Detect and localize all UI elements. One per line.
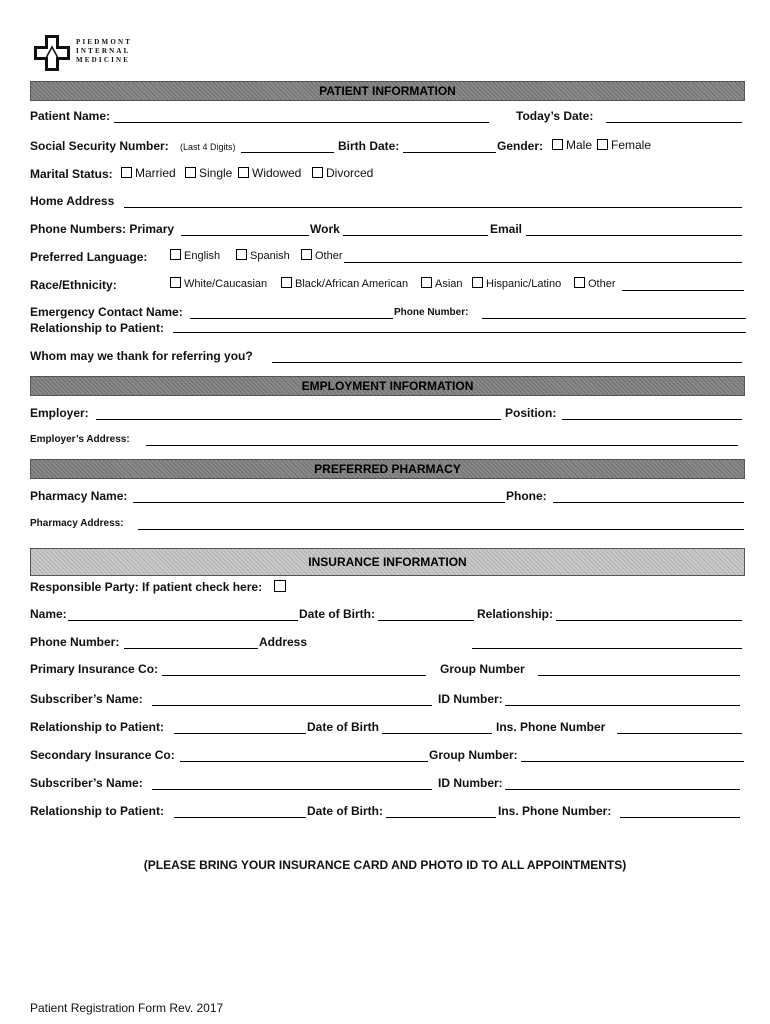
ins-phone-number-field[interactable] (617, 733, 742, 734)
race-other-field[interactable] (622, 290, 744, 291)
pharmacy-phone-label: Phone: (506, 489, 547, 503)
checkbox[interactable] (238, 167, 249, 178)
race-white-option[interactable]: White/Caucasian (170, 277, 267, 290)
gender-label: Gender: (497, 139, 544, 153)
rel-to-patient-label: Relationship to Patient: (30, 720, 165, 734)
checkbox[interactable] (552, 139, 563, 150)
ins-dob3-label: Date of Birth: (307, 804, 383, 818)
ins-phone-number2-field[interactable] (620, 817, 740, 818)
id-number-label: ID Number: (438, 692, 503, 706)
race-ethnicity-label: Race/Ethnicity: (30, 278, 117, 292)
ins-address-field[interactable] (472, 648, 742, 649)
responsible-party-label: Responsible Party: If patient check here: (30, 580, 263, 594)
pharmacy-address-field[interactable] (138, 529, 744, 530)
birth-date-field[interactable] (403, 152, 496, 153)
birth-date-label: Birth Date: (338, 139, 400, 153)
language-english-option[interactable]: English (170, 249, 220, 262)
ins-relationship-field[interactable] (556, 620, 742, 621)
email-label: Email (490, 222, 523, 236)
id-number2-field[interactable] (505, 789, 740, 790)
relationship-field[interactable] (173, 332, 746, 333)
language-other-option[interactable]: Other (301, 249, 343, 262)
checkbox[interactable] (472, 277, 483, 288)
pharmacy-phone-field[interactable] (553, 502, 744, 503)
pharmacy-address-label: Pharmacy Address: (30, 518, 124, 529)
marital-married-option[interactable]: Married (121, 166, 176, 180)
primary-insurance-field[interactable] (162, 675, 426, 676)
checkbox[interactable] (185, 167, 196, 178)
checkbox[interactable] (170, 249, 181, 260)
gender-female-option[interactable]: Female (597, 138, 651, 152)
section-header-employment: EMPLOYMENT INFORMATION (30, 376, 745, 396)
logo-text: PIEDMONT INTERNAL MEDICINE (76, 38, 133, 64)
checkbox[interactable] (421, 277, 432, 288)
ins-name-field[interactable] (68, 620, 298, 621)
ssn-field[interactable] (241, 152, 334, 153)
subscriber-name-label: Subscriber’s Name: (30, 692, 143, 706)
ins-phone-number2-label: Ins. Phone Number: (498, 804, 612, 818)
marital-divorced-option[interactable]: Divorced (312, 166, 373, 180)
race-black-option[interactable]: Black/African American (281, 277, 408, 290)
section-header-insurance: INSURANCE INFORMATION (30, 548, 745, 576)
ins-phone-field[interactable] (124, 648, 258, 649)
phone-primary-field[interactable] (181, 235, 309, 236)
employer-address-field[interactable] (146, 445, 738, 446)
emergency-phone-field[interactable] (482, 318, 746, 319)
subscriber-name2-label: Subscriber’s Name: (30, 776, 143, 790)
ins-dob3-field[interactable] (386, 817, 496, 818)
ins-relationship-label: Relationship: (477, 607, 554, 621)
primary-insurance-label: Primary Insurance Co: (30, 662, 159, 676)
insurance-card-notice: (PLEASE BRING YOUR INSURANCE CARD AND PHOTO ID TO ALL APPOINTMENTS) (143, 858, 627, 872)
rel-to-patient-field[interactable] (174, 733, 306, 734)
language-spanish-option[interactable]: Spanish (236, 249, 290, 262)
checkbox[interactable] (574, 277, 585, 288)
logo (32, 34, 72, 72)
id-number-field[interactable] (505, 705, 740, 706)
section-header-pharmacy: PREFERRED PHARMACY (30, 459, 745, 479)
group-number-field[interactable] (538, 675, 740, 676)
checkbox[interactable] (281, 277, 292, 288)
checkbox[interactable] (236, 249, 247, 260)
position-label: Position: (505, 406, 557, 420)
ins-dob-label: Date of Birth: (299, 607, 375, 621)
emergency-phone-label: Phone Number: (394, 307, 469, 318)
checkbox[interactable] (301, 249, 312, 260)
email-field[interactable] (526, 235, 742, 236)
relationship-label: Relationship to Patient: (30, 321, 165, 335)
ssn-label: Social Security Number: (30, 139, 169, 153)
ssn-note: (Last 4 Digits) (180, 142, 236, 152)
rel-to-patient2-field[interactable] (174, 817, 306, 818)
ins-dob-field[interactable] (378, 620, 474, 621)
patient-name-label: Patient Name: (30, 109, 111, 123)
medical-cross-icon (32, 34, 72, 72)
checkbox[interactable] (121, 167, 132, 178)
referral-field[interactable] (272, 362, 742, 363)
emergency-contact-field[interactable] (190, 318, 393, 319)
ins-phone-label: Phone Number: (30, 635, 120, 649)
pharmacy-name-label: Pharmacy Name: (30, 489, 128, 503)
patient-name-field[interactable] (114, 122, 489, 123)
race-other-option[interactable]: Other (574, 277, 616, 290)
home-address-label: Home Address (30, 194, 115, 208)
phone-work-label: Work (310, 222, 340, 236)
pharmacy-name-field[interactable] (133, 502, 505, 503)
language-other-field[interactable] (344, 262, 742, 263)
marital-single-option[interactable]: Single (185, 166, 232, 180)
responsible-party-checkbox[interactable] (274, 578, 289, 596)
referral-label: Whom may we thank for referring you? (30, 349, 253, 363)
checkbox[interactable] (597, 139, 608, 150)
form-revision-footer: Patient Registration Form Rev. 2017 (30, 1001, 224, 1015)
todays-date-field[interactable] (606, 122, 742, 123)
group-number2-field[interactable] (521, 761, 744, 762)
phone-primary-label: Phone Numbers: Primary (30, 222, 175, 236)
emergency-contact-label: Emergency Contact Name: (30, 305, 183, 319)
marital-widowed-option[interactable]: Widowed (238, 166, 301, 180)
race-hispanic-option[interactable]: Hispanic/Latino (472, 277, 561, 290)
home-address-field[interactable] (124, 207, 742, 208)
group-number2-label: Group Number: (429, 748, 518, 762)
phone-work-field[interactable] (343, 235, 488, 236)
ins-dob2-field[interactable] (382, 733, 492, 734)
checkbox[interactable] (170, 277, 181, 288)
ins-name-label: Name: (30, 607, 67, 621)
group-number-label: Group Number (440, 662, 525, 676)
subscriber-name2-field[interactable] (152, 789, 432, 790)
employer-address-label: Employer’s Address: (30, 434, 130, 445)
employer-field[interactable] (96, 419, 501, 420)
section-header-patient: PATIENT INFORMATION (30, 81, 745, 101)
ins-dob2-label: Date of Birth (307, 720, 379, 734)
ins-address-label: Address (259, 635, 308, 649)
secondary-insurance-label: Secondary Insurance Co: (30, 748, 175, 762)
todays-date-label: Today’s Date: (516, 109, 594, 123)
marital-status-label: Marital Status: (30, 167, 113, 181)
gender-male-option[interactable]: Male (552, 138, 592, 152)
id-number2-label: ID Number: (438, 776, 503, 790)
race-asian-option[interactable]: Asian (421, 277, 463, 290)
employer-label: Employer: (30, 406, 89, 420)
position-field[interactable] (562, 419, 742, 420)
checkbox[interactable] (312, 167, 323, 178)
preferred-language-label: Preferred Language: (30, 250, 148, 264)
ins-phone-number-label: Ins. Phone Number (496, 720, 606, 734)
rel-to-patient2-label: Relationship to Patient: (30, 804, 165, 818)
secondary-insurance-field[interactable] (180, 761, 428, 762)
subscriber-name-field[interactable] (152, 705, 432, 706)
